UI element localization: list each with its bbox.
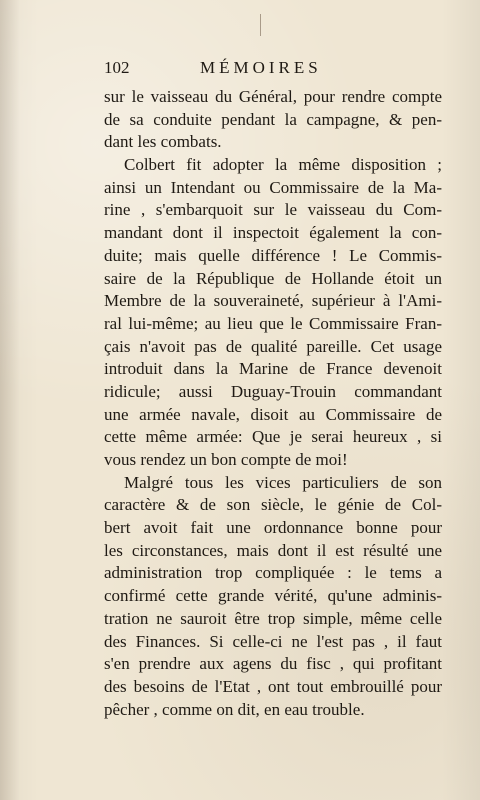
- text-line-1: sur le vaisseau du Général, pour rendre compte: [104, 87, 442, 106]
- text-line-19: caractère & de son siècle, le génie de Col-: [104, 495, 442, 515]
- text-line-8: duite; mais quelle différence ! Le Commis-: [104, 245, 442, 265]
- text-line-15: une armée navale, disoit au Commissaire de: [104, 404, 442, 424]
- text-line-23: confirmé cette grande vérité, qu'une adminis-: [104, 586, 442, 606]
- page-header: [104, 56, 354, 80]
- text-line-4: Colbert fit adopter la même disposition ;: [124, 155, 442, 175]
- text-line-26: s'en prendre aux agens du fisc , qui profitant: [104, 654, 442, 674]
- text-line-25: des Finances. Si celle-ci ne l'est pas , il faut: [104, 631, 442, 651]
- text-line-18: Malgré tous les vices particuliers de son: [124, 472, 442, 492]
- text-line-16: cette même armée: Que je serai heureux , si: [104, 427, 442, 447]
- page-mark: [260, 14, 261, 36]
- text-line-3: dant les combats.: [104, 132, 222, 152]
- text-line-28: pêcher , comme on dit, en eau trouble.: [104, 699, 365, 719]
- text-line-2: de sa conduite pendant la campagne, & pen-: [104, 109, 442, 129]
- text-line-14: ridicule; aussi Duguay-Trouin commandant: [104, 381, 442, 401]
- text-line-21: les circonstances, mais dont il est résulté une: [104, 540, 442, 560]
- text-line-11: ral lui-même; au lieu que le Commissaire Fran-: [104, 313, 442, 333]
- text-line-5: ainsi un Intendant ou Commissaire de la Ma-: [104, 177, 442, 197]
- text-line-13: introduit dans la Marine de France devenoit: [104, 359, 442, 379]
- text-line-20: bert avoit fait une ordonnance bonne pour: [104, 518, 442, 538]
- text-line-22: administration trop compliquée : le tems a: [104, 563, 442, 583]
- text-line-24: tration ne sauroit être trop simple, même celle: [104, 608, 442, 628]
- gutter-shadow: [0, 0, 20, 800]
- body-text: [104, 86, 442, 721]
- text-line-10: Membre de la souveraineté, supérieur à l'Ami-: [104, 291, 442, 311]
- text-line-6: rine , s'embarquoit sur le vaisseau du Com-: [104, 200, 442, 220]
- text-line-9: saire de la République de Hollande étoit un: [104, 268, 442, 288]
- text-line-7: mandant dont il inspectoit également la con-: [104, 223, 442, 243]
- page-number: 102: [104, 58, 130, 77]
- text-line-17: vous rendez un bon compte de moi!: [104, 450, 348, 469]
- text-line-27: des besoins de l'Etat , ont tout embrouillé pour: [104, 676, 442, 696]
- running-head: MÉMOIRES: [200, 58, 322, 77]
- text-line-12: çais n'avoit pas de qualité pareille. Cet usage: [104, 336, 442, 356]
